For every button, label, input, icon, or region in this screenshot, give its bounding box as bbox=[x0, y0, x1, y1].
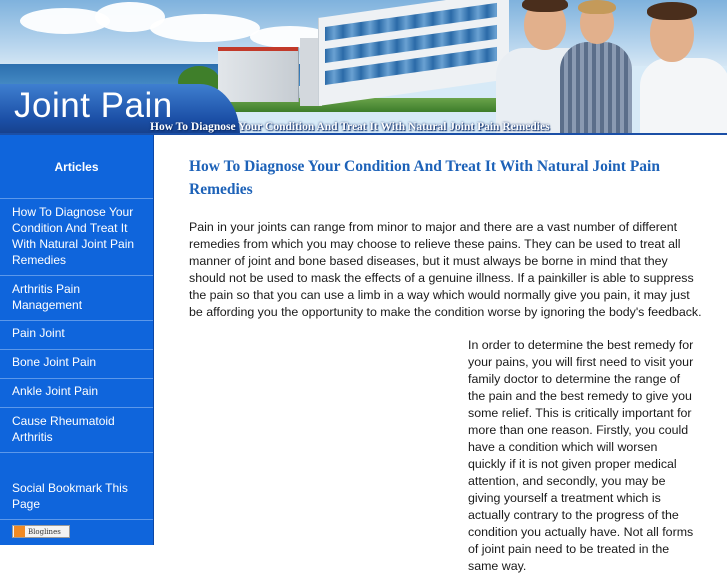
article-paragraph: In order to determine the best remedy for your pains, you will first need to visit your family doctor to determine the range of the pain and the best remedy to give you some relief. This is critically important for more than one reason. Firstly, you could have a condition which will worsen quickly if it is not given proper medical attention, and secondly, you may be giving yourself a treatment which is actually contrary to the progress of the condition you actually have. Not all forms of joint pain need to be treated in the same way. bbox=[468, 338, 694, 573]
banner-building-side bbox=[218, 47, 299, 102]
banner-cloud bbox=[150, 14, 260, 42]
banner-building-roofline bbox=[218, 47, 298, 51]
sidebar-item-cause-rheumatoid-arthritis[interactable]: Cause Rheumatoid Arthritis bbox=[0, 408, 153, 453]
bloglines-button[interactable] bbox=[12, 525, 70, 538]
sidebar-divider bbox=[0, 519, 153, 520]
main-content bbox=[189, 155, 704, 321]
social-bookmark-heading: Social Bookmark This Page bbox=[12, 481, 128, 511]
bloglines-icon bbox=[14, 526, 25, 537]
sidebar-heading: Articles bbox=[0, 135, 153, 199]
header-banner bbox=[0, 0, 727, 135]
banner-building bbox=[318, 0, 509, 106]
banner-person-hair bbox=[522, 0, 568, 12]
site-title[interactable]: Joint Pain bbox=[14, 86, 173, 125]
sidebar-item-arthritis-pain-management[interactable]: Arthritis Pain Management bbox=[0, 276, 153, 321]
article-title: How To Diagnose Your Condition And Treat It With Natural Joint Pain Remedies bbox=[189, 158, 660, 198]
banner-doctor-coat bbox=[640, 58, 727, 135]
header-subtitle: How To Diagnose Your Condition And Treat It With Natural Joint Pain Remedies bbox=[150, 121, 550, 133]
sidebar-item-bone-joint-pain[interactable]: Bone Joint Pain bbox=[0, 350, 153, 379]
sidebar-item-pain-joint[interactable]: Pain Joint bbox=[0, 321, 153, 350]
sidebar bbox=[0, 135, 154, 545]
article-paragraph: Pain in your joints can range from minor to major and there are a vast number of different remedies from which you may choose to relieve these pains. They can be used to treat all manner of joint and bone based diseases, but it must always be borne in mind that they should not be used to mask the effects of a genuine illness. If a painkiller is able to suppress the pain so that you can use a limb in a way which would normally give you pain, it may just be affording you the opportunity to make the condition worse by ignoring the body's feedback. bbox=[189, 220, 702, 319]
banner-child-hair bbox=[578, 0, 616, 14]
sidebar-item-ankle-joint-pain[interactable]: Ankle Joint Pain bbox=[0, 379, 153, 408]
banner-doctor-hair bbox=[647, 2, 697, 20]
banner-child-shirt bbox=[560, 42, 632, 135]
sidebar-item-diagnose-condition[interactable]: How To Diagnose Your Condition And Treat It With Natural Joint Pain Remedies bbox=[0, 199, 153, 276]
bloglines-label: Bloglines bbox=[28, 527, 61, 536]
